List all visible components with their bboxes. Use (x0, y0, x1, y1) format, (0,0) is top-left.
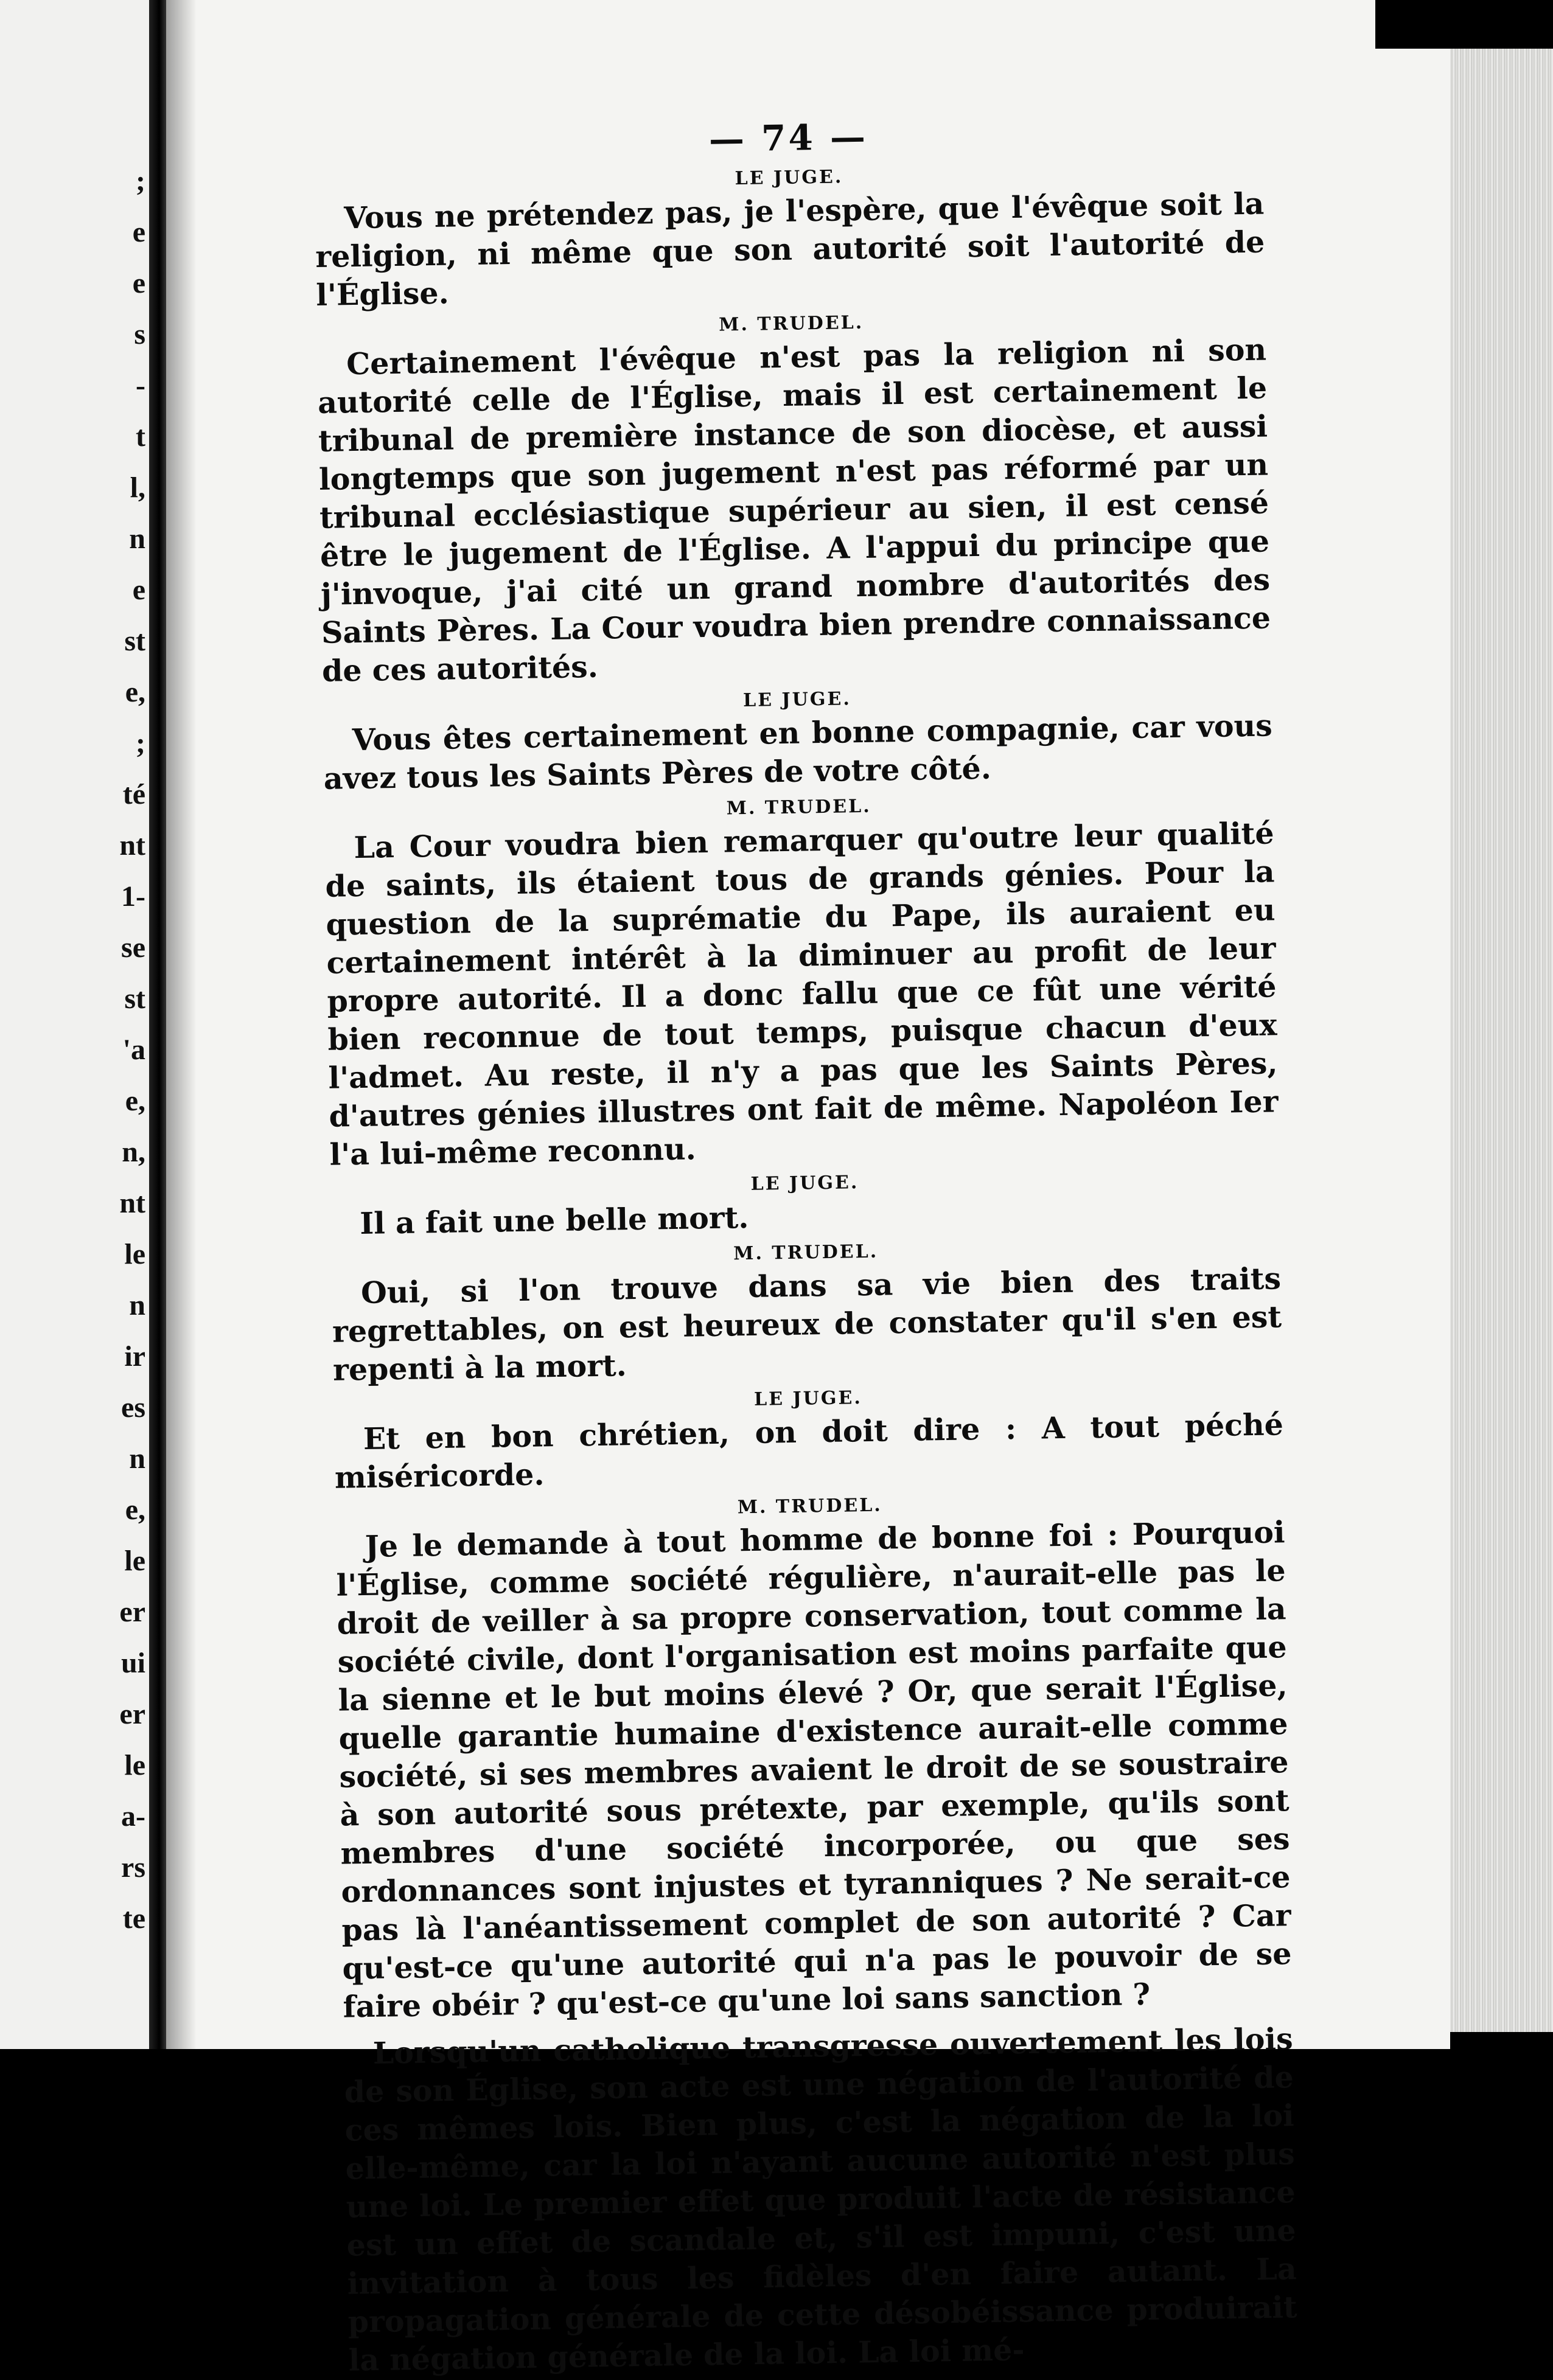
left-page (0, 0, 149, 2049)
left-margin-letter: e (132, 216, 145, 248)
left-margin-letter: té (122, 778, 145, 810)
paragraph-final: Lorsqu'un catholique transgresse ouvertement les lois de son Église, son acte est une négation de l'autorité de ces mêmes lois. Bien plus, c'est la négation de la loi elle-même, car la loi n'ayant aucune autorité n'est plus une loi. Le premier effet que produit l'acte de résistance est un effet de scandale et, s'il est impuni, c'est une invitation à tous les fidèles d'en faire autant. La propagation générale de cette désobéissance produirait la négation générale de la loi. La loi mé- (344, 2021, 1297, 2378)
book-edge-top (1375, 0, 1553, 49)
paragraph: Je le demande à tout homme de bonne foi : Pourquoi l'Église, comme société régulière, n'aurait-elle pas le droit de veiller à sa propre conservation, tout comme la société civile, dont l'organisation est moins parfaite que la sienne et le but moins élevé ? Or, que serait l'Église, quelle garantie humaine d'existence aurait-elle comme société, si ses membres avaient le droit de se soustraire à son autorité sous prétexte, par exemple, qu'ils sont membres d'une société incorporée, ou que ses ordonnances sont injustes et tyranniques ? Ne serait-ce pas là l'anéantissement complet de son autorité ? Car qu'est-ce qu'une autorité qui n'a pas le pouvoir de se faire obéir ? qu'est-ce qu'une loi sans sanction ? (336, 1514, 1292, 2025)
left-margin-letter: te (122, 1902, 145, 1935)
paragraph: Oui, si l'on trouve dans sa vie bien des traits regrettables, on est heureux de constater qu'il s'en est repenti à la mort. (332, 1261, 1282, 1388)
speaker-label: M. TRUDEL. (737, 1494, 883, 1519)
left-margin-letter: ir (124, 1340, 145, 1373)
left-margin-letter: er (119, 1698, 145, 1730)
left-margin-letter: e (132, 574, 145, 606)
page-shadow (166, 0, 197, 2049)
paragraph: La Cour voudra bien remarquer qu'outre leur qualité de saints, ils étaient tous de grands génies. Pour la question de la suprématie du Pape, ils auraient eu certainement intérêt à la diminuer au profit de leur propre autorité. Il a donc fallu que ce fût une vérité bien reconnue de tout temps, puisque chacun d'eux l'admet. Au reste, il n'y a pas que les Saints Pères, d'autres génies illustres ont fait de même. Napoléon Ier l'a lui-même reconnu. (325, 815, 1279, 1172)
left-margin-letter: ; (136, 165, 145, 197)
paragraph: Et en bon chrétien, on doit dire : A tout péché miséricorde. (334, 1407, 1284, 1495)
left-margin-letter: l, (130, 471, 145, 504)
speaker-label: M. TRUDEL. (719, 311, 864, 336)
left-margin-letter: n (129, 1289, 145, 1321)
page-number: — 74 — (708, 116, 868, 160)
left-margin-letter: le (124, 1545, 145, 1577)
speaker-label: LE JUGE. (750, 1172, 859, 1195)
left-margin-letter: se (121, 931, 145, 964)
speaker-label: LE JUGE. (742, 688, 852, 712)
left-margin-letter: e, (125, 676, 145, 708)
book-page-edges (1450, 49, 1553, 2032)
paragraph: Certainement l'évêque n'est pas la religion ni son autorité celle de l'Église, mais il est certainement le tribunal de première instance de son diocèse, et aussi longtemps que son jugement n'est pas réformé par un tribunal ecclésiastique supérieur au sien, il est censé être le jugement de l'Église. A l'appui du principe que j'invoque, j'ai cité un grand nombre d'autorités des Saints Pères. La Cour voudra bien prendre connaissance de ces autorités. (317, 332, 1271, 689)
left-margin-letter: n (129, 1442, 145, 1475)
left-margin-letter: le (124, 1749, 145, 1781)
left-margin-letter: n (129, 523, 145, 555)
paragraph: Vous ne prétendez pas, je l'espère, que l'évêque soit la religion, ni même que son autorité soit l'autorité de l'Église. (315, 186, 1265, 313)
paragraph: Vous êtes certainement en bonne compagnie, car vous avez tous les Saints Pères de votre côté. (323, 708, 1273, 796)
left-margin-letter: es (121, 1391, 145, 1424)
book-gutter (149, 0, 166, 2049)
left-margin-letter: 'a (122, 1034, 145, 1066)
left-margin-letter: ; (136, 727, 145, 759)
left-margin-letter: e, (125, 1085, 145, 1117)
left-margin-letter: e (132, 267, 145, 299)
left-margin-letter: a- (121, 1800, 145, 1832)
left-margin-letter: t (136, 420, 145, 453)
left-margin-letter: er (119, 1596, 145, 1628)
speaker-label: LE JUGE. (735, 166, 843, 190)
left-margin-letter: le (124, 1238, 145, 1270)
speaker-label: M. TRUDEL. (733, 1240, 879, 1265)
left-margin-letter: - (136, 369, 145, 402)
left-margin-letter: s (134, 318, 145, 350)
page-content (313, 110, 1298, 2379)
speaker-label: M. TRUDEL. (726, 795, 871, 819)
left-margin-letter: st (124, 983, 145, 1015)
speaker-label: LE JUGE. (753, 1387, 863, 1410)
left-margin-letter: 1- (121, 880, 145, 913)
left-margin-letter: ui (120, 1647, 145, 1679)
paragraph: Il a fait une belle mort. (359, 1199, 749, 1242)
left-page-margin-letters (0, 0, 149, 2049)
left-margin-letter: st (124, 625, 145, 657)
left-margin-letter: n, (122, 1136, 145, 1168)
left-margin-letter: nt (119, 1187, 145, 1219)
left-margin-letter: e, (125, 1494, 145, 1526)
left-margin-letter: nt (119, 829, 145, 861)
left-margin-letter: rs (121, 1851, 145, 1884)
